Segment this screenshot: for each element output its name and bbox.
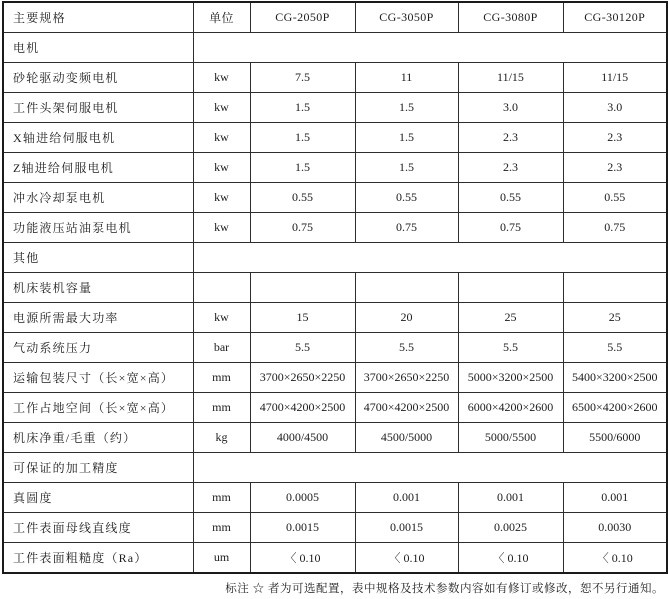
value-cell: 3.0	[563, 93, 667, 123]
spec-label: 工件表面母线直线度	[3, 513, 193, 543]
value-cell: 4000/4500	[250, 423, 355, 453]
footnote: 标注 ☆ 者为可选配置，表中规格及技术参数内容如有修订或修改，恕不另行通知。	[225, 583, 664, 595]
value-cell: 15	[250, 303, 355, 333]
value-cell: 1.5	[355, 93, 458, 123]
section-row	[3, 453, 667, 483]
value-cell: 5.5	[563, 333, 667, 363]
section-merged-cell	[193, 33, 667, 63]
unit-cell: kw	[193, 183, 250, 213]
value-cell: 5000/5500	[458, 423, 563, 453]
value-cell: 5.5	[458, 333, 563, 363]
unit-cell: mm	[193, 393, 250, 423]
value-cell: 2.3	[563, 123, 667, 153]
value-cell	[563, 273, 667, 303]
value-cell: 25	[563, 303, 667, 333]
value-cell: 0.75	[458, 213, 563, 243]
value-cell: 1.5	[355, 123, 458, 153]
spec-label: 其他	[3, 243, 193, 273]
value-cell: 0.0015	[250, 513, 355, 543]
value-cell: 4700×4200×2500	[250, 393, 355, 423]
spec-label: 工件表面粗糙度（Ra）	[3, 543, 193, 574]
value-cell: 5500/6000	[563, 423, 667, 453]
value-cell: 〈 0.10	[355, 543, 458, 574]
spec-label: 功能液压站油泵电机	[3, 213, 193, 243]
value-cell: 0.001	[355, 483, 458, 513]
column-header-cg-2050p: CG-2050P	[250, 2, 355, 33]
unit-cell: kw	[193, 213, 250, 243]
value-cell: 11	[355, 63, 458, 93]
column-header-cg-3050p: CG-3050P	[355, 2, 458, 33]
value-cell: 11/15	[563, 63, 667, 93]
unit-cell: kw	[193, 123, 250, 153]
spec-label: X轴进给伺服电机	[3, 123, 193, 153]
value-cell: 0.0025	[458, 513, 563, 543]
value-cell: 0.75	[563, 213, 667, 243]
table-row	[3, 273, 667, 303]
value-cell: 6000×4200×2600	[458, 393, 563, 423]
table-row	[3, 393, 667, 423]
table-row	[3, 213, 667, 243]
section-row	[3, 33, 667, 63]
value-cell: 5000×3200×2500	[458, 363, 563, 393]
table-row	[3, 513, 667, 543]
value-cell: 4700×4200×2500	[355, 393, 458, 423]
unit-cell	[193, 273, 250, 303]
value-cell: 1.5	[250, 93, 355, 123]
table-row	[3, 423, 667, 453]
unit-cell: mm	[193, 483, 250, 513]
value-cell: 0.0005	[250, 483, 355, 513]
spec-label: 机床装机容量	[3, 273, 193, 303]
spec-label: 可保证的加工精度	[3, 453, 193, 483]
spec-label: 冲水冷却泵电机	[3, 183, 193, 213]
unit-cell: bar	[193, 333, 250, 363]
value-cell: 7.5	[250, 63, 355, 93]
table-row	[3, 543, 667, 574]
spec-table	[2, 1, 668, 574]
value-cell: 6500×4200×2600	[563, 393, 667, 423]
column-header-cg-30120p: CG-30120P	[563, 2, 667, 33]
spec-label: Z轴进给伺服电机	[3, 153, 193, 183]
unit-cell: kw	[193, 63, 250, 93]
value-cell: 1.5	[250, 153, 355, 183]
value-cell: 5400×3200×2500	[563, 363, 667, 393]
section-merged-cell	[193, 453, 667, 483]
header-row	[3, 2, 667, 33]
spec-label: 砂轮驱动变频电机	[3, 63, 193, 93]
table-row	[3, 333, 667, 363]
column-header-unit: 单位	[193, 2, 250, 33]
spec-label: 电机	[3, 33, 193, 63]
value-cell: 11/15	[458, 63, 563, 93]
spec-label: 机床净重/毛重（约）	[3, 423, 193, 453]
unit-cell: mm	[193, 363, 250, 393]
value-cell: 5.5	[250, 333, 355, 363]
value-cell: 〈 0.10	[563, 543, 667, 574]
column-header-cg-3080p: CG-3080P	[458, 2, 563, 33]
value-cell	[458, 273, 563, 303]
value-cell: 3700×2650×2250	[355, 363, 458, 393]
value-cell: 2.3	[458, 153, 563, 183]
spec-label: 电源所需最大功率	[3, 303, 193, 333]
value-cell: 〈 0.10	[458, 543, 563, 574]
value-cell: 〈 0.10	[250, 543, 355, 574]
value-cell: 0.75	[250, 213, 355, 243]
table-row	[3, 183, 667, 213]
value-cell: 0.55	[563, 183, 667, 213]
value-cell: 0.55	[250, 183, 355, 213]
value-cell: 0.55	[355, 183, 458, 213]
unit-cell: mm	[193, 513, 250, 543]
column-header-main-spec: 主要规格	[3, 2, 193, 33]
unit-cell: kw	[193, 303, 250, 333]
table-row	[3, 123, 667, 153]
unit-cell: kw	[193, 93, 250, 123]
spec-label: 运输包装尺寸（长×宽×高）	[3, 363, 193, 393]
spec-label: 真圆度	[3, 483, 193, 513]
value-cell: 0.75	[355, 213, 458, 243]
spec-label: 工作占地空间（长×宽×高）	[3, 393, 193, 423]
unit-cell: kw	[193, 153, 250, 183]
table-row	[3, 93, 667, 123]
value-cell: 0.0030	[563, 513, 667, 543]
value-cell: 20	[355, 303, 458, 333]
value-cell: 4500/5000	[355, 423, 458, 453]
value-cell: 5.5	[355, 333, 458, 363]
spec-label: 气动系统压力	[3, 333, 193, 363]
value-cell: 0.0015	[355, 513, 458, 543]
table-row	[3, 63, 667, 93]
table-row	[3, 303, 667, 333]
value-cell: 0.001	[563, 483, 667, 513]
value-cell	[355, 273, 458, 303]
value-cell: 3700×2650×2250	[250, 363, 355, 393]
section-merged-cell	[193, 243, 667, 273]
unit-cell: um	[193, 543, 250, 574]
value-cell: 2.3	[458, 123, 563, 153]
value-cell: 0.001	[458, 483, 563, 513]
value-cell	[250, 273, 355, 303]
value-cell: 25	[458, 303, 563, 333]
spec-label: 工件头架伺服电机	[3, 93, 193, 123]
table-row	[3, 483, 667, 513]
value-cell: 1.5	[355, 153, 458, 183]
value-cell: 1.5	[250, 123, 355, 153]
value-cell: 2.3	[563, 153, 667, 183]
section-row	[3, 243, 667, 273]
value-cell: 0.55	[458, 183, 563, 213]
table-row	[3, 153, 667, 183]
table-row	[3, 363, 667, 393]
unit-cell: kg	[193, 423, 250, 453]
value-cell: 3.0	[458, 93, 563, 123]
